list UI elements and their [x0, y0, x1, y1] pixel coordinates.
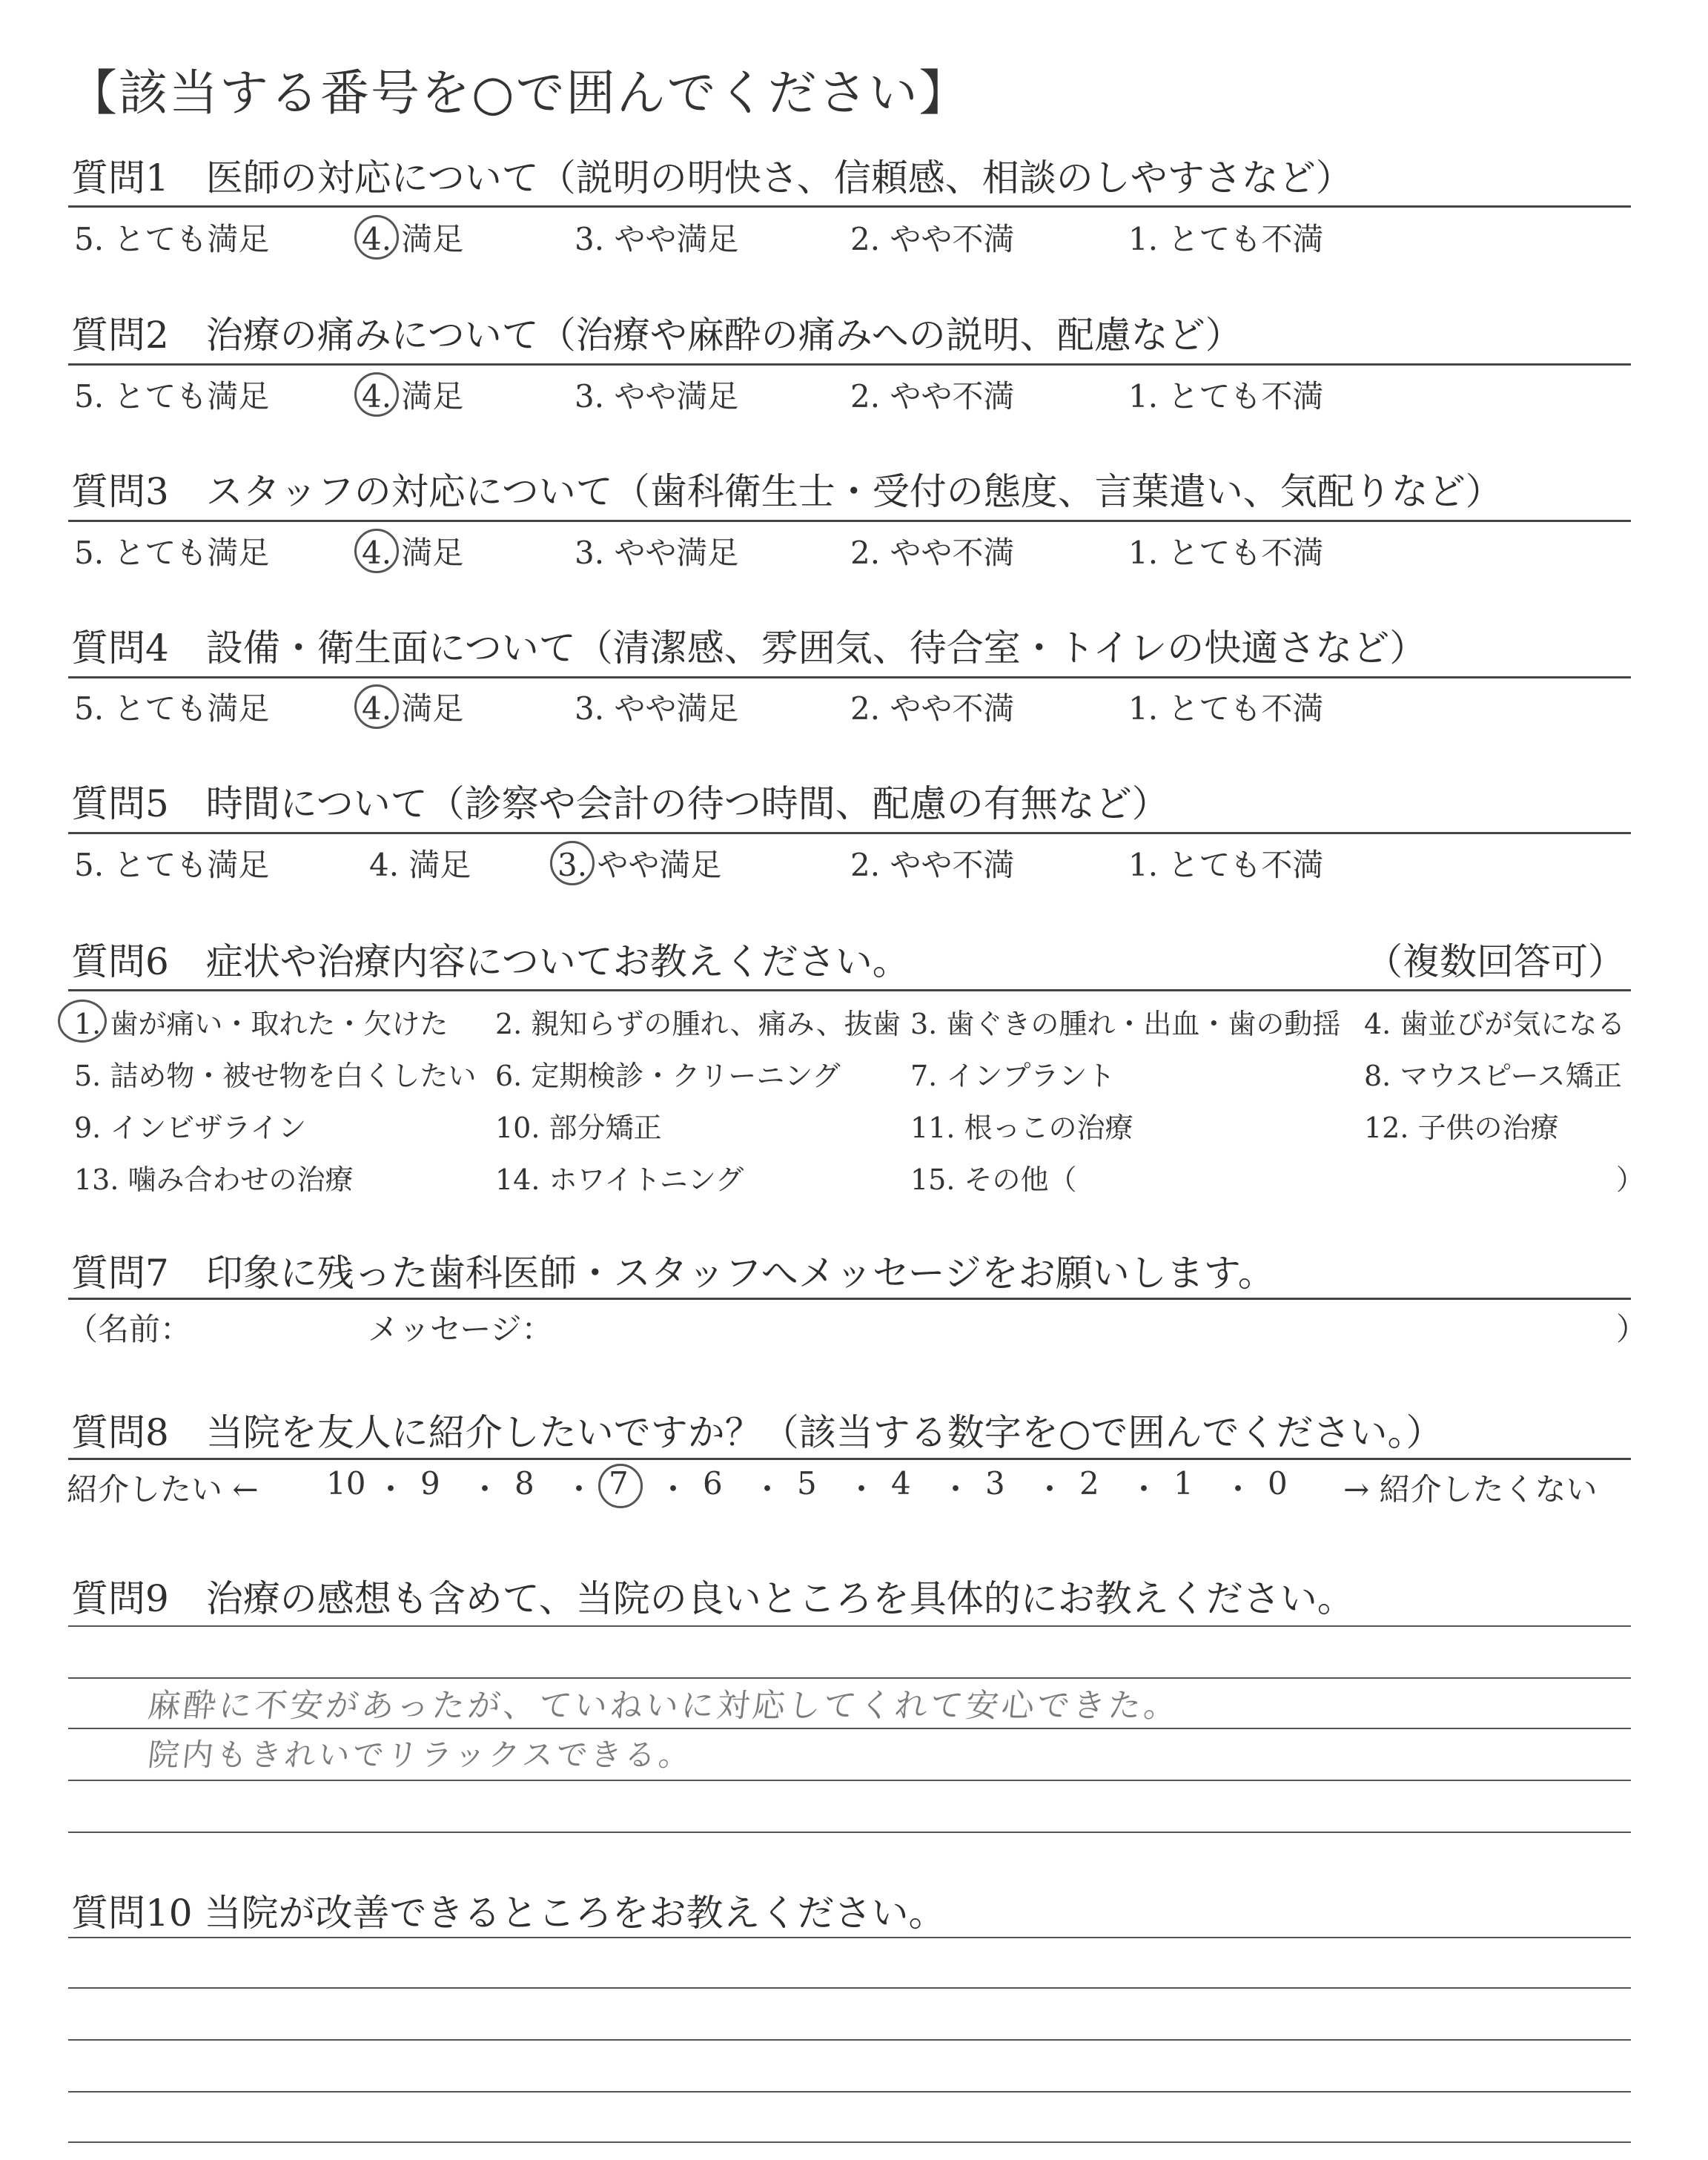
checkbox-item[interactable]: 11. 根っこの治療 [910, 1112, 1133, 1144]
scale-value[interactable]: 10 [326, 1465, 366, 1502]
handwritten-answer-line: 院内もきれいでリラックスできる。 [146, 1737, 695, 1773]
option-somewhat-dissatisfied[interactable]: 2. やや不満 [850, 378, 1015, 415]
question-3-title: 質問3 スタッフの対応について（歯科衛生士・受付の態度、言葉遣い、気配りなど） [71, 470, 1503, 513]
other-close-paren: ） [1616, 1163, 1645, 1196]
writing-line [68, 1832, 1631, 1833]
option-somewhat-satisfied[interactable]: 3. やや満足 [557, 847, 722, 883]
option-somewhat-dissatisfied[interactable]: 2. やや不満 [850, 221, 1015, 257]
scale-separator: ・ [1128, 1471, 1160, 1507]
scale-value[interactable]: 5 [797, 1465, 817, 1502]
scale-value[interactable]: 1 [1174, 1465, 1194, 1502]
scale-separator: ・ [752, 1471, 784, 1507]
handwritten-answer-line: 麻酔に不安があったが、ていねいに対応してくれて安心できた。 [145, 1687, 1182, 1725]
checkbox-item[interactable]: 8. マウスピース矯正 [1364, 1060, 1622, 1092]
checkbox-item[interactable]: 9. インビザライン [74, 1112, 307, 1144]
answer-circle [354, 529, 399, 573]
scale-separator: ・ [375, 1471, 407, 1507]
writing-line [68, 2091, 1631, 2093]
scale-value[interactable]: 6 [703, 1465, 723, 1502]
option-very-dissatisfied[interactable]: 1. とても不満 [1128, 535, 1324, 571]
option-satisfied[interactable]: 4. 満足 [362, 378, 464, 415]
option-very-dissatisfied[interactable]: 1. とても不満 [1128, 221, 1324, 257]
scale-value[interactable]: 7 [609, 1465, 629, 1502]
answer-circle [354, 372, 399, 417]
answer-circle [354, 215, 399, 260]
option-somewhat-dissatisfied[interactable]: 2. やや不満 [850, 535, 1015, 571]
checkbox-item[interactable]: 13. 噛み合わせの治療 [74, 1163, 354, 1196]
scale-separator: ・ [563, 1471, 595, 1507]
scale-separator: ・ [658, 1471, 689, 1507]
recommend-right-label: → 紹介したくない [1343, 1471, 1598, 1507]
divider [68, 363, 1631, 366]
writing-line [68, 1780, 1631, 1781]
form-header: 【該当する番号を○で囲んでください】 [68, 65, 970, 122]
divider [68, 989, 1631, 991]
option-very-satisfied[interactable]: 5. とても満足 [74, 535, 270, 571]
writing-line [68, 1728, 1631, 1729]
scale-value[interactable]: 4 [891, 1465, 911, 1502]
option-very-satisfied[interactable]: 5. とても満足 [74, 221, 270, 257]
question-4-title: 質問4 設備・衛生面について（清潔感、雰囲気、待合室・トイレの快適さなど） [71, 627, 1427, 670]
question-10-title: 質問10 当院が改善できるところをお教えください。 [71, 1892, 946, 1935]
checkbox-item[interactable]: 12. 子供の治療 [1364, 1112, 1559, 1144]
scale-separator: ・ [469, 1471, 501, 1507]
answer-circle [550, 841, 595, 885]
answer-circle [598, 1464, 643, 1508]
option-somewhat-satisfied[interactable]: 3. やや満足 [575, 378, 739, 415]
answer-circle [354, 684, 399, 729]
scale-value[interactable]: 3 [985, 1465, 1005, 1502]
scale-value[interactable]: 8 [514, 1465, 534, 1502]
question-1-title: 質問1 医師の対応について（説明の明快さ、信頼感、相談のしやすさなど） [71, 156, 1353, 199]
name-label: （名前： [67, 1311, 192, 1347]
option-very-satisfied[interactable]: 5. とても満足 [74, 378, 270, 415]
option-somewhat-satisfied[interactable]: 3. やや満足 [575, 690, 739, 727]
scale-separator: ・ [846, 1471, 878, 1507]
option-very-dissatisfied[interactable]: 1. とても不満 [1128, 847, 1324, 883]
checkbox-item[interactable]: 3. 歯ぐきの腫れ・出血・歯の動揺 [910, 1008, 1341, 1040]
question-7-title: 質問7 印象に残った歯科医師・スタッフへメッセージをお願いします。 [71, 1252, 1275, 1295]
question-2-title: 質問2 治療の痛みについて（治療や麻酔の痛みへの説明、配慮など） [71, 314, 1242, 357]
checkbox-item[interactable]: 4. 歯並びが気になる [1364, 1008, 1626, 1040]
divider [68, 205, 1631, 208]
option-satisfied[interactable]: 4. 満足 [362, 535, 464, 571]
message-close-paren: ） [1616, 1311, 1648, 1347]
recommend-left-label: 紹介したい ← [67, 1471, 259, 1507]
checkbox-item[interactable]: 10. 部分矯正 [495, 1112, 662, 1144]
writing-line [68, 1625, 1631, 1627]
writing-line [68, 2039, 1631, 2041]
option-satisfied[interactable]: 4. 満足 [369, 847, 471, 883]
checkbox-item[interactable]: 5. 詰め物・被せ物を白くしたい [74, 1060, 477, 1092]
option-somewhat-dissatisfied[interactable]: 2. やや不満 [850, 847, 1015, 883]
option-satisfied[interactable]: 4. 満足 [362, 690, 464, 727]
question-8-title: 質問8 当院を友人に紹介したいですか？（該当する数字を○で囲んでください。） [71, 1411, 1443, 1454]
checkbox-item[interactable]: 2. 親知らずの腫れ、痛み、抜歯 [495, 1008, 901, 1040]
message-label: メッセージ： [368, 1311, 553, 1347]
divider [68, 520, 1631, 522]
option-very-dissatisfied[interactable]: 1. とても不満 [1128, 690, 1324, 727]
scale-value[interactable]: 0 [1268, 1465, 1288, 1502]
question-6-title: 質問6 症状や治療内容についてお教えください。 [71, 940, 910, 983]
option-very-dissatisfied[interactable]: 1. とても不満 [1128, 378, 1324, 415]
divider [68, 832, 1631, 834]
scale-value[interactable]: 2 [1079, 1465, 1099, 1502]
divider [68, 1458, 1631, 1460]
checkbox-item[interactable]: 15. その他（ [910, 1163, 1077, 1196]
scale-separator: ・ [1034, 1471, 1066, 1507]
option-somewhat-satisfied[interactable]: 3. やや満足 [575, 535, 739, 571]
scale-separator: ・ [940, 1471, 972, 1507]
writing-line [68, 2141, 1631, 2143]
checkbox-item[interactable]: 6. 定期検診・クリーニング [495, 1060, 841, 1092]
writing-line [68, 1937, 1631, 1938]
checkbox-item[interactable]: 7. インプラント [910, 1060, 1116, 1092]
option-very-satisfied[interactable]: 5. とても満足 [74, 690, 270, 727]
option-somewhat-dissatisfied[interactable]: 2. やや不満 [850, 690, 1015, 727]
checkbox-item[interactable]: 14. ホワイトニング [495, 1163, 744, 1196]
divider [68, 1298, 1631, 1300]
question-5-title: 質問5 時間について（診察や会計の待つ時間、配慮の有無など） [71, 782, 1169, 825]
checkbox-item[interactable]: 1. 歯が痛い・取れた・欠けた [74, 1008, 448, 1040]
question-6-note: （複数回答可） [1366, 940, 1625, 983]
answer-circle [58, 1000, 107, 1043]
option-satisfied[interactable]: 4. 満足 [362, 221, 464, 257]
question-9-title: 質問9 治療の感想も含めて、当院の良いところを具体的にお教えください。 [71, 1577, 1354, 1620]
option-somewhat-satisfied[interactable]: 3. やや満足 [575, 221, 739, 257]
scale-value[interactable]: 9 [420, 1465, 440, 1502]
scale-separator: ・ [1222, 1471, 1254, 1507]
writing-line [68, 1987, 1631, 1989]
option-very-satisfied[interactable]: 5. とても満足 [74, 847, 270, 883]
divider [68, 676, 1631, 678]
